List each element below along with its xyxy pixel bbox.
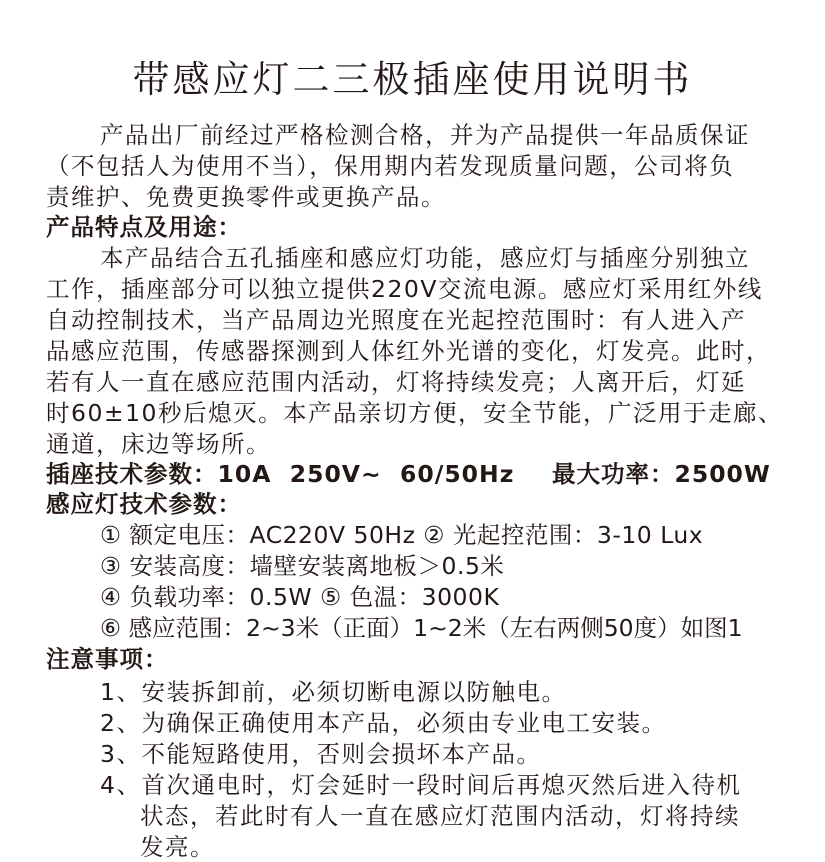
features-heading: 产品特点及用途： <box>46 213 242 241</box>
intro-line: 责维护、免费更换零件或更换产品。 <box>46 183 446 211</box>
features-line: 本产品结合五孔插座和感应灯功能，感应灯与插座分别独立 <box>100 244 750 272</box>
lamp-spec-line: ⑥ 感应范围：2~3米（正面）1~2米（左右两侧50度）如图1 <box>100 614 743 642</box>
lamp-spec-line: ④ 负载功率：0.5W ⑤ 色温：3000K <box>100 583 500 611</box>
notes-heading: 注意事项： <box>46 645 169 673</box>
features-line: 品感应范围，传感器探测到人体红外光谱的变化，灯发亮。此时， <box>46 337 771 365</box>
features-line: 自动控制技术，当产品周边光照度在光起控范围时：有人进入产 <box>46 306 746 334</box>
socket-rating: 10A 250V~ 60/50Hz <box>217 460 515 488</box>
features-line: 时60±10秒后熄灭。本产品亲切方便，安全节能，广泛用于走廊、 <box>46 399 783 427</box>
max-power-value: 2500W <box>674 460 771 488</box>
note-item-continued: 发亮。 <box>140 833 215 861</box>
note-item: 1、安装拆卸前，必须切断电源以防触电。 <box>100 678 567 706</box>
document-title: 带感应灯二三极插座使用说明书 <box>132 58 693 101</box>
max-power-label: 最大功率： <box>552 460 675 488</box>
note-item: 4、首次通电时，灯会延时一段时间后再熄灭然后进入待机 <box>100 771 742 799</box>
socket-specs <box>46 459 514 489</box>
features-line: 若有人一直在感应范围内活动，灯将持续发亮；人离开后，灯延 <box>46 368 746 396</box>
lamp-specs-heading: 感应灯技术参数： <box>46 490 242 518</box>
socket-specs-label: 插座技术参数： <box>46 460 218 488</box>
note-item: 2、为确保正确使用本产品，必须由专业电工安装。 <box>100 709 667 737</box>
features-line: 通道，床边等场所。 <box>46 430 271 458</box>
max-power <box>552 459 771 489</box>
lamp-spec-line: ① 额定电压：AC220V 50Hz ② 光起控范围：3-10 Lux <box>100 521 704 549</box>
lamp-spec-line: ③ 安装高度：墙壁安装离地板＞0.5米 <box>100 552 505 580</box>
features-line: 工作，插座部分可以独立提供220V交流电源。感应灯采用红外线 <box>46 275 763 303</box>
intro-line: 产品出厂前经过严格检测合格，并为产品提供一年品质保证 <box>100 121 750 149</box>
note-item-continued: 状态，若此时有人一直在感应灯范围内活动，灯将持续 <box>140 802 740 830</box>
note-item: 3、不能短路使用，否则会损坏本产品。 <box>100 740 542 768</box>
intro-line: （不包括人为使用不当），保用期内若发现质量问题，公司将负 <box>46 152 735 180</box>
